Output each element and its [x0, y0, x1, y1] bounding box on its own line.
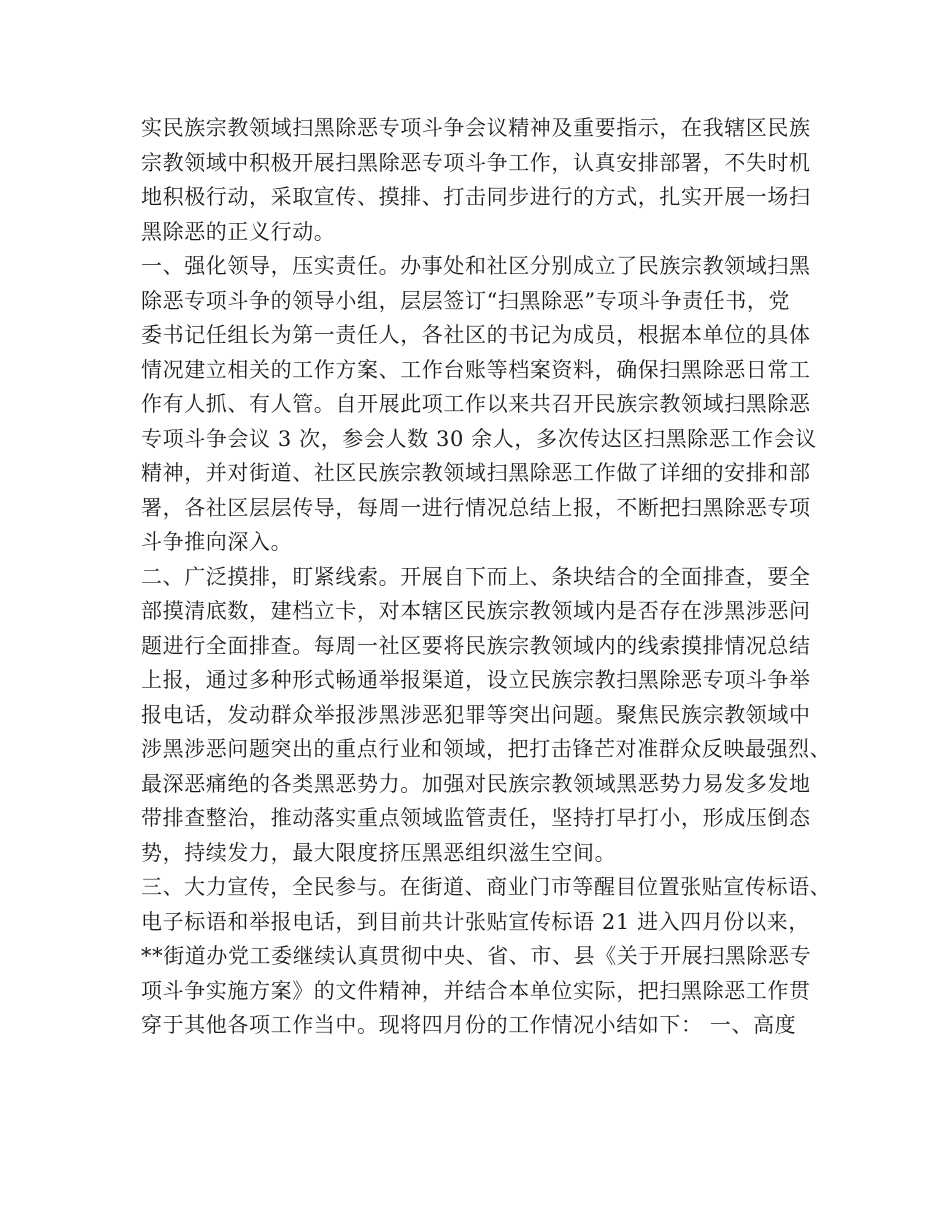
- text-line: 三、大力宣传，全民参与。在街道、商业门市等醒目位置张贴宣传标语、: [141, 875, 832, 899]
- text-line: 最深恶痛绝的各类黑恶势力。加强对民族宗教领域黑恶势力易发多发地: [141, 771, 811, 796]
- text-line: 部摸清底数，建档立卡，对本辖区民族宗教领域内是否存在涉黑涉恶问: [141, 599, 811, 623]
- text-line: 除恶专项斗争的领导小组，层层签订“扫黑除恶”专项斗争责任书，党: [141, 288, 791, 313]
- text-line: 地积极行动，采取宣传、摸排、打击同步进行的方式，扎实开展一场扫: [141, 185, 811, 209]
- text-line: 宗教领域中积极开展扫黑除恶专项斗争工作，认真安排部署，不失时机: [141, 150, 811, 175]
- text-line: 题进行全面排查。每周一社区要将民族宗教领域内的线索摸排情况总结: [141, 633, 811, 658]
- text-line: 情况建立相关的工作方案、工作台账等档案资料，确保扫黑除恶日常工: [141, 357, 811, 382]
- text-line: 作有人抓、有人管。自开展此项工作以来共召开民族宗教领域扫黑除恶: [141, 392, 811, 416]
- text-line: 实民族宗教领域扫黑除恶专项斗争会议精神及重要指示，在我辖区民族: [141, 116, 811, 140]
- text-line: 署，各社区层层传导，每周一进行情况总结上报，不断把扫黑除恶专项: [141, 495, 811, 520]
- text-line: 黑除恶的正义行动。: [141, 219, 336, 244]
- text-line: 电子标语和举报电话，到目前共计张贴宣传标语 21 进入四月份以来，: [141, 909, 810, 934]
- text-line: 二、广泛摸排，盯紧线索。开展自下而上、条块结合的全面排查，要全: [141, 564, 811, 589]
- text-line: 精神，并对街道、社区民族宗教领域扫黑除恶工作做了详细的安排和部: [141, 461, 811, 485]
- text-line: 委书记任组长为第一责任人，各社区的书记为成员，根据本单位的具体: [141, 323, 811, 347]
- text-line: 穿于其他各项工作当中。现将四月份的工作情况小结如下： 一、高度: [141, 1013, 797, 1037]
- text-line: **街道办党工委继续认真贯彻中央、省、市、县《关于开展扫黑除恶专: [141, 944, 812, 968]
- text-line: 报电话，发动群众举报涉黑涉恶犯罪等突出问题。聚焦民族宗教领域中: [141, 702, 811, 727]
- text-line: 涉黑涉恶问题突出的重点行业和领域，把打击锋芒对准群众反映最强烈、: [141, 737, 832, 761]
- text-line: 势，持续发力，最大限度挤压黑恶组织滋生空间。: [141, 840, 617, 865]
- text-line: 项斗争实施方案》的文件精神，并结合本单位实际，把扫黑除恶工作贯: [141, 978, 811, 1003]
- text-line: 上报，通过多种形式畅通举报渠道，设立民族宗教扫黑除恶专项斗争举: [141, 668, 811, 692]
- text-line: 斗争推向深入。: [141, 530, 293, 554]
- document-body: [141, 111, 831, 1043]
- text-line: 一、强化领导，压实责任。办事处和社区分别成立了民族宗教领域扫黑: [141, 254, 811, 278]
- text-line: 专项斗争会议 3 次，参会人数 30 余人，多次传达区扫黑除恶工作会议: [141, 426, 817, 451]
- text-line: 带排查整治，推动落实重点领域监管责任，坚持打早打小，形成压倒态: [141, 806, 811, 830]
